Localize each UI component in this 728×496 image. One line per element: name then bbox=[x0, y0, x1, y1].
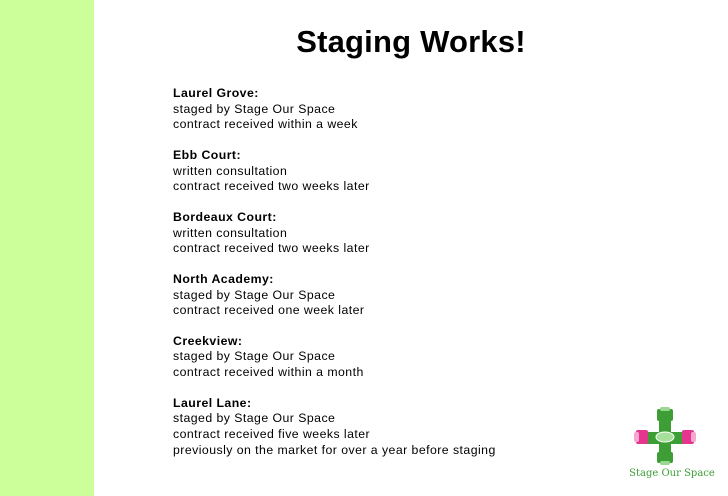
property-name: Creekview: bbox=[173, 333, 243, 348]
property-detail: staged by Stage Our Space bbox=[173, 287, 336, 302]
property-name: Laurel Lane: bbox=[173, 395, 252, 410]
property-detail: staged by Stage Our Space bbox=[173, 411, 336, 426]
property-name: North Academy: bbox=[173, 271, 274, 286]
property-detail: previously on the market for over a year before staging bbox=[173, 442, 496, 457]
left-accent-bar bbox=[0, 0, 94, 496]
property-detail: contract received five weeks later bbox=[173, 427, 371, 442]
property-detail: written consultation bbox=[173, 163, 288, 178]
property-name: Bordeaux Court: bbox=[173, 209, 277, 224]
property-entry bbox=[173, 334, 613, 381]
property-detail: contract received within a week bbox=[173, 117, 358, 132]
property-name: Laurel Grove: bbox=[173, 86, 259, 100]
property-name: Ebb Court: bbox=[173, 147, 242, 162]
property-detail: contract received within a month bbox=[173, 365, 364, 380]
property-entry bbox=[173, 210, 613, 257]
table-and-chairs-icon bbox=[634, 406, 696, 466]
property-detail: staged by Stage Our Space bbox=[173, 349, 336, 364]
property-detail: written consultation bbox=[173, 225, 288, 240]
property-entry bbox=[173, 86, 613, 133]
stage-our-space-logo bbox=[622, 406, 722, 492]
property-entry bbox=[173, 148, 613, 195]
property-list bbox=[173, 86, 613, 473]
property-detail: contract received one week later bbox=[173, 303, 365, 318]
property-entry bbox=[173, 272, 613, 319]
property-detail: contract received two weeks later bbox=[173, 179, 370, 194]
property-detail: contract received two weeks later bbox=[173, 241, 370, 256]
slide-title: Staging Works! bbox=[296, 24, 526, 59]
property-detail: staged by Stage Our Space bbox=[173, 101, 336, 116]
property-entry bbox=[173, 396, 613, 458]
logo-wordmark: Stage Our Space bbox=[629, 468, 715, 479]
